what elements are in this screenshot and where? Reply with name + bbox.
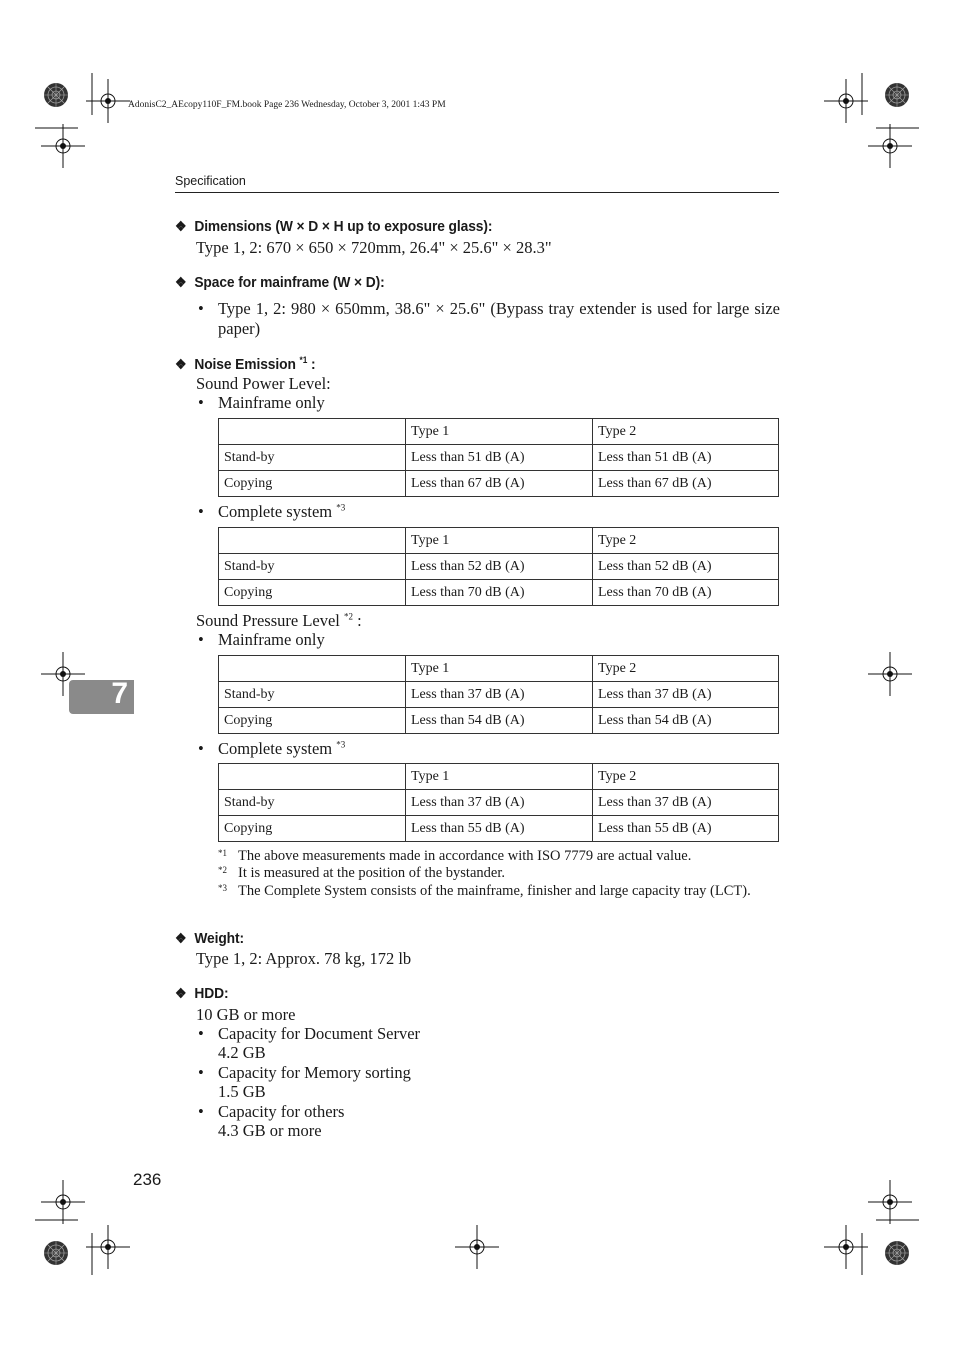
pressure-complete-table: [218, 763, 779, 842]
pressure-mainframe-bullet: • Mainframe only: [198, 630, 325, 649]
footnote-2: *2 It is measured at the position of the bystander.: [218, 865, 505, 881]
table-header-row: [219, 528, 779, 554]
table-row: [219, 554, 779, 580]
footnote-1: *1 The above measurements made in accordance with ISO 7779 are actual value.: [218, 848, 692, 864]
table-cell: Type 2: [593, 764, 779, 790]
table-cell: Less than 54 dB (A): [406, 708, 593, 734]
diamond-bullet-icon: ❖: [175, 985, 187, 1001]
table-row: [219, 445, 779, 471]
diamond-bullet-icon: ❖: [175, 356, 187, 372]
running-head: Specification: [175, 174, 246, 188]
chapter-number: 7: [111, 677, 128, 710]
table-row: [219, 580, 779, 606]
table-cell: Less than 51 dB (A): [406, 445, 593, 471]
table-cell: Less than 67 dB (A): [593, 471, 779, 497]
power-mainframe-table: [218, 418, 779, 497]
table-row: [219, 471, 779, 497]
table-row: [219, 816, 779, 842]
table-cell: Type 2: [593, 656, 779, 682]
table-cell: Type 1: [406, 528, 593, 554]
space-bullet: • Type 1, 2: 980 × 650mm, 38.6" × 25.6" (Bypass tray extender is used for large size paper): [198, 299, 780, 338]
table-cell: Less than 70 dB (A): [593, 580, 779, 606]
header-rule: [175, 192, 779, 193]
sound-pressure-label: Sound Pressure Level $^{*2}$ :: [196, 611, 362, 630]
table-cell: Copying: [219, 471, 406, 497]
print-info: AdonisC2_AEcopy110F_FM.book Page 236 Wednesday, October 3, 2001 1:43 PM: [128, 100, 446, 110]
pressure-mainframe-table: [218, 655, 779, 734]
table-header-row: [219, 419, 779, 445]
hdd-heading: ❖ HDD:: [175, 985, 229, 1002]
sound-power-label: Sound Power Level:: [196, 374, 331, 393]
page-number: 236: [133, 1170, 162, 1189]
hdd-value: 10 GB or more: [196, 1005, 296, 1024]
table-cell: Stand-by: [219, 445, 406, 471]
table-cell: Less than 67 dB (A): [406, 471, 593, 497]
table-cell: Less than 52 dB (A): [406, 554, 593, 580]
table-cell: Stand-by: [219, 790, 406, 816]
table-cell: [219, 528, 406, 554]
table-cell: Type 1: [406, 419, 593, 445]
dimensions-heading: ❖ Dimensions (W × D × H up to exposure glass):: [175, 218, 493, 235]
weight-heading: ❖ Weight:: [175, 930, 245, 947]
hdd-item-others: • Capacity for others: [198, 1102, 345, 1121]
table-cell: Less than 54 dB (A): [593, 708, 779, 734]
table-header-row: [219, 656, 779, 682]
table-cell: [219, 656, 406, 682]
table-cell: Stand-by: [219, 554, 406, 580]
table-cell: Less than 70 dB (A): [406, 580, 593, 606]
table-cell: Type 1: [406, 656, 593, 682]
table-cell: Copying: [219, 708, 406, 734]
table-header-row: [219, 764, 779, 790]
table-cell: Less than 55 dB (A): [406, 816, 593, 842]
diamond-bullet-icon: ❖: [175, 930, 187, 946]
table-cell: Less than 37 dB (A): [406, 682, 593, 708]
table-cell: Less than 51 dB (A): [593, 445, 779, 471]
hdd-item-document-server-value: 4.2 GB: [218, 1043, 266, 1062]
noise-heading: ❖ Noise Emission $^{*1}$ :: [175, 355, 316, 373]
footnote-3: *3 The Complete System consists of the mainframe, finisher and large capacity tray (LCT).: [218, 883, 751, 899]
table-cell: Copying: [219, 580, 406, 606]
hdd-item-document-server: • Capacity for Document Server: [198, 1024, 421, 1043]
table-row: [219, 682, 779, 708]
hdd-item-others-value: 4.3 GB or more: [218, 1121, 322, 1140]
table-cell: Less than 37 dB (A): [593, 790, 779, 816]
chapter-tab: [69, 677, 134, 714]
table-cell: Less than 55 dB (A): [593, 816, 779, 842]
power-complete-bullet: • Complete system $^{*3}$: [198, 502, 346, 521]
table-cell: Type 2: [593, 419, 779, 445]
hdd-item-memory-sorting-value: 1.5 GB: [218, 1082, 266, 1101]
weight-value: Type 1, 2: Approx. 78 kg, 172 lb: [196, 949, 412, 968]
table-cell: [219, 764, 406, 790]
power-complete-table: [218, 527, 779, 606]
table-row: [219, 708, 779, 734]
table-cell: Type 1: [406, 764, 593, 790]
table-row: [219, 790, 779, 816]
table-cell: [219, 419, 406, 445]
table-cell: Copying: [219, 816, 406, 842]
table-cell: Less than 37 dB (A): [593, 682, 779, 708]
space-heading: ❖ Space for mainframe (W × D):: [175, 274, 385, 291]
table-cell: Type 2: [593, 528, 779, 554]
diamond-bullet-icon: ❖: [175, 218, 187, 234]
table-cell: Less than 52 dB (A): [593, 554, 779, 580]
table-cell: Stand-by: [219, 682, 406, 708]
pressure-complete-bullet: • Complete system $^{*3}$: [198, 739, 346, 758]
power-mainframe-bullet: • Mainframe only: [198, 393, 325, 412]
dimensions-value: Type 1, 2: 670 × 650 × 720mm, 26.4" × 25.6" × 28.3": [196, 238, 552, 257]
table-cell: Less than 37 dB (A): [406, 790, 593, 816]
hdd-item-memory-sorting: • Capacity for Memory sorting: [198, 1063, 411, 1082]
diamond-bullet-icon: ❖: [175, 274, 187, 290]
